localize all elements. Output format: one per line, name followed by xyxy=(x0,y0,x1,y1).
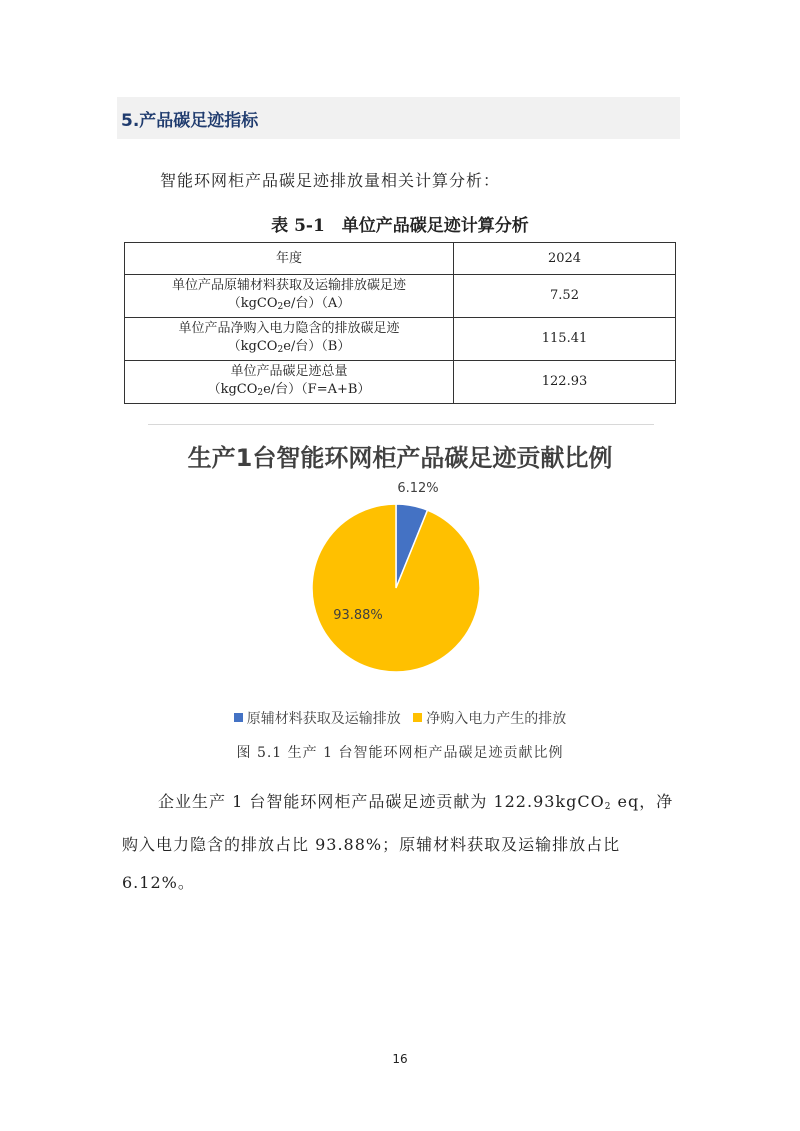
pie-slice xyxy=(312,504,480,672)
legend-item-electricity: 净购入电力产生的排放 xyxy=(413,708,566,728)
row-value-cell: 7.52 xyxy=(454,275,676,318)
pie-data-label: 6.12% xyxy=(397,481,439,496)
row-unit-line: （kgCO$_2$e/台）（B） xyxy=(227,338,351,355)
row-label-cell xyxy=(125,361,454,404)
legend-item-materials: 原辅材料获取及运输排放 xyxy=(234,708,401,728)
carbon-footprint-table xyxy=(124,242,676,404)
table-caption: 表 5-1 单位产品碳足迹计算分析 xyxy=(271,216,529,236)
row-label-cell xyxy=(125,318,454,361)
row-unit-line: （kgCO$_2$e/台）（A） xyxy=(227,295,351,312)
table-row xyxy=(125,318,676,361)
legend-swatch-yellow xyxy=(413,713,422,722)
row-label-line: 单位产品净购入电力隐含的排放碳足迹 xyxy=(178,320,400,336)
table-row xyxy=(125,275,676,318)
pie-chart xyxy=(0,470,800,700)
header-value-cell: 2024 xyxy=(454,243,676,275)
row-label-line: 单位产品碳足迹总量 xyxy=(230,363,348,379)
figure-caption: 图 5.1 生产 1 台智能环网柜产品碳足迹贡献比例 xyxy=(236,745,564,761)
section-title: 5.产品碳足迹指标 xyxy=(121,111,259,131)
pie-data-label: 93.88% xyxy=(333,608,383,623)
legend-swatch-blue xyxy=(234,713,243,722)
table-header-row xyxy=(125,243,676,275)
header-label-cell: 年度 xyxy=(125,243,454,275)
row-label-cell xyxy=(125,275,454,318)
row-value-cell: 115.41 xyxy=(454,318,676,361)
chart-top-border xyxy=(148,424,654,425)
summary-paragraph: 企业生产 1 台智能环网柜产品碳足迹贡献为 122.93kgCO$_2$ eq，净购入电力隐含的排放占比 93.88%；原辅材料获取及运输排放占比 6.12%。 xyxy=(122,792,674,892)
table-row xyxy=(125,361,676,404)
row-label-line: 单位产品原辅材料获取及运输排放碳足迹 xyxy=(171,277,406,293)
row-value-cell: 122.93 xyxy=(454,361,676,404)
row-unit-line: （kgCO$_2$e/台）（F=A+B） xyxy=(207,381,371,398)
intro-text: 智能环网柜产品碳足迹排放量相关计算分析： xyxy=(160,171,501,190)
chart-legend xyxy=(0,708,800,728)
chart-title: 生产1台智能环网柜产品碳足迹贡献比例 xyxy=(187,444,613,472)
page-number: 16 xyxy=(392,1052,408,1066)
